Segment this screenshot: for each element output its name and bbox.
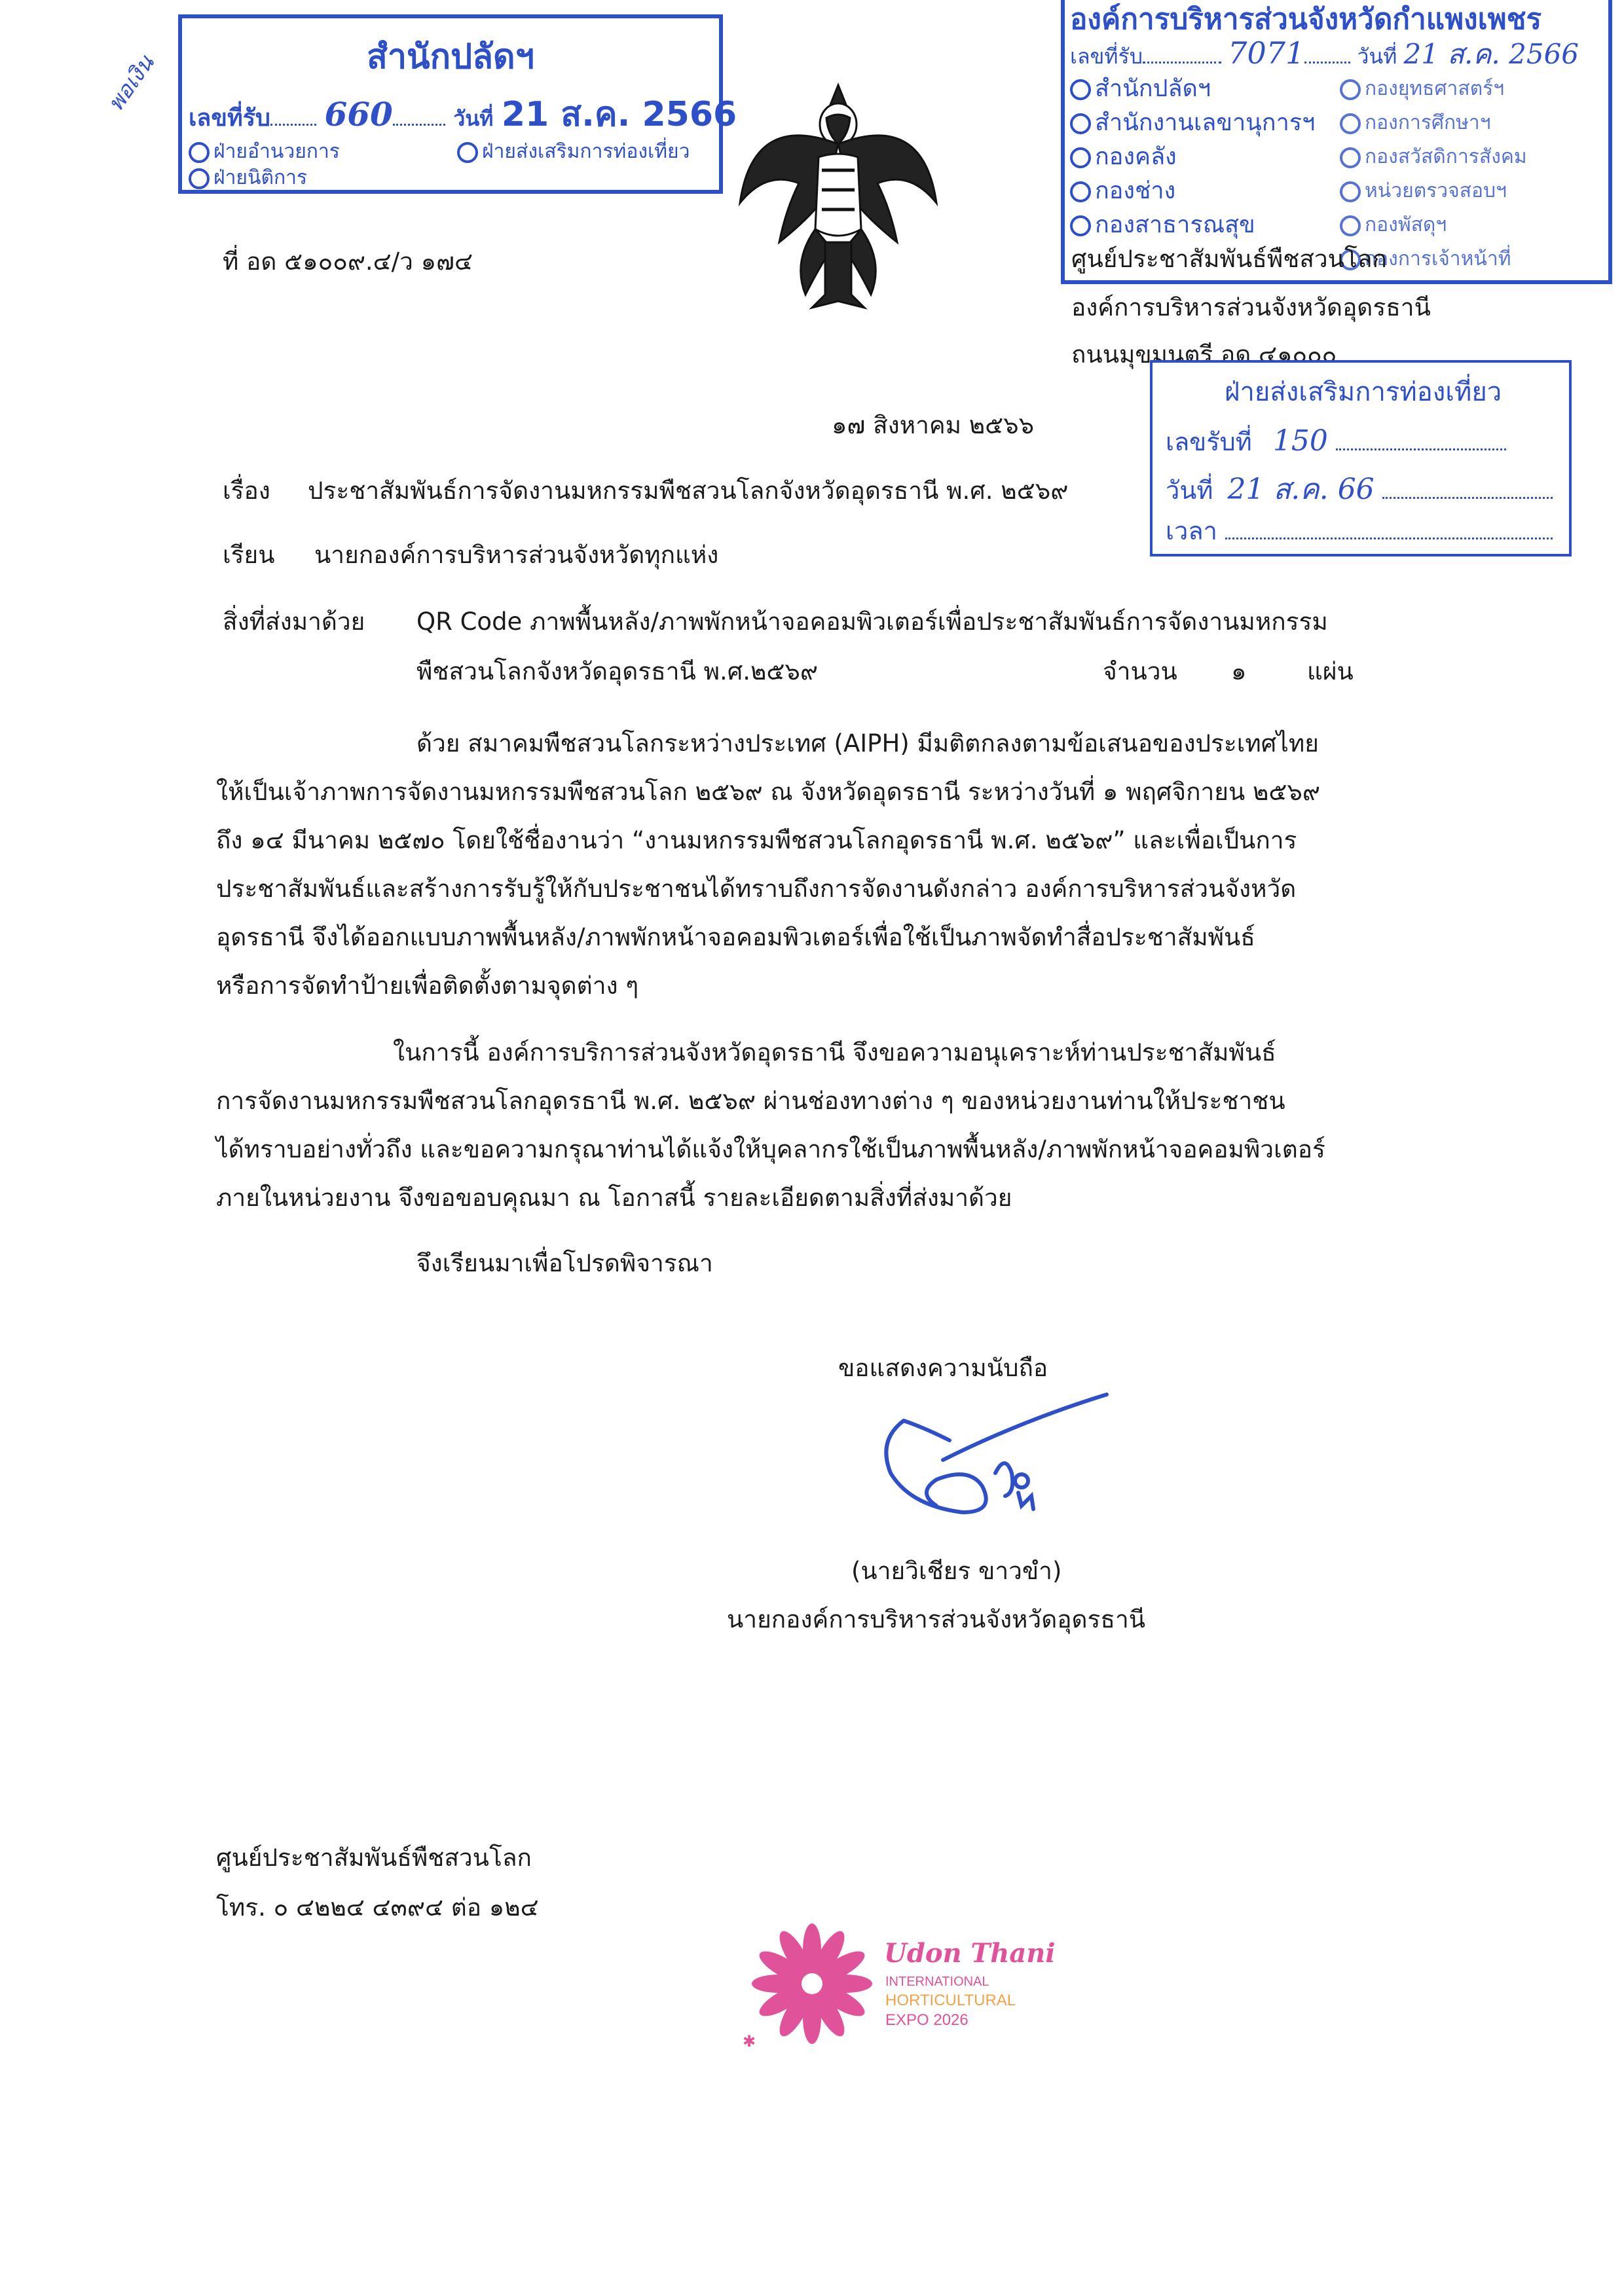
stamp-item: สำนักงานเลขานุการฯ <box>1095 109 1316 136</box>
checkbox-circle-icon <box>1070 79 1091 100</box>
recv-time-label: เวลา <box>1166 517 1217 545</box>
subject-label: เรื่อง <box>223 477 270 505</box>
stamp-option-tourism: ฝ่ายส่งเสริมการท่องเที่ยว <box>482 140 690 163</box>
stamp-item: กองคลัง <box>1095 143 1177 170</box>
checkbox-circle-icon <box>1070 181 1091 202</box>
stamp-title: ฝ่ายส่งเสริมการท่องเที่ยว <box>1225 377 1502 407</box>
checkbox-circle-icon <box>1340 79 1361 100</box>
checkbox-circle-icon <box>189 168 210 189</box>
logo-line-expo: EXPO 2026 <box>885 2011 969 2029</box>
stamp-item: กองพัสดุฯ <box>1365 213 1447 236</box>
checkbox-circle-icon <box>1340 215 1361 236</box>
receiving-stamp-tourism <box>1150 360 1572 556</box>
paragraph-1-line: ประชาสัมพันธ์และสร้างการรับรู้ให้กับประชาชนได้ทราบถึงการจัดงานดังกล่าว องค์การบริหารส่วนจังหวัด <box>216 875 1297 903</box>
stamp-option-admin: ฝ่ายอำนวยการ <box>213 140 340 163</box>
stamp-item: กองสวัสดิการสังคม <box>1365 145 1527 168</box>
paragraph-1-line: ด้วย สมาคมพืชสวนโลกระหว่างประเทศ (AIPH) มีมติตกลงตามข้อเสนอของประเทศไทย <box>416 729 1319 757</box>
handwritten-signature <box>864 1381 1126 1539</box>
salutation-label: เรียน <box>223 541 275 569</box>
recv-date-value: 21 ส.ค. 66 <box>1227 473 1375 506</box>
sender-address: ถนนมุขมนตรี อด ๔๑๐๐๐ <box>1071 340 1337 369</box>
enclosure-line-2: พืชสวนโลกจังหวัดอุดรธานี พ.ศ.๒๕๖๙ <box>416 657 818 685</box>
checkbox-circle-icon <box>1070 215 1091 236</box>
enclosure-unit: แผ่น <box>1307 657 1354 685</box>
letter-date: ๑๗ สิงหาคม ๒๕๖๖ <box>832 411 1035 439</box>
recv-no-label: เลขที่รับ <box>1070 44 1143 69</box>
closing-phrase: ขอแสดงความนับถือ <box>838 1354 1048 1382</box>
stamp-right-title: องค์การบริหารส่วนจังหวัดกำแพงเพชร <box>1070 3 1542 36</box>
closing-request: จึงเรียนมาเพื่อโปรดพิจารณา <box>416 1249 713 1277</box>
recv-date-label: วันที่ <box>1166 476 1213 505</box>
recv-date-value: 21 ส.ค. 2566 <box>1403 38 1579 70</box>
subject-text: ประชาสัมพันธ์การจัดงานมหกรรมพืชสวนโลกจังหวัดอุดรธานี พ.ศ. ๒๕๖๙ <box>308 477 1069 505</box>
signer-name: (นายวิเชียร ขาวขำ) <box>851 1557 1062 1585</box>
footer-telephone: โทร. ๐ ๔๒๒๔ ๔๓๙๔ ต่อ ๑๒๔ <box>216 1893 539 1922</box>
signer-title: นายกองค์การบริหารส่วนจังหวัดอุดรธานี <box>727 1605 1146 1633</box>
checkbox-circle-icon <box>189 142 210 163</box>
stamp-item: กองการศึกษาฯ <box>1365 111 1491 134</box>
receiving-stamp-right <box>1061 0 1612 284</box>
recv-date-label: วันที่ <box>1357 44 1397 69</box>
stamp-item: กองสาธารณสุข <box>1095 211 1255 238</box>
garuda-emblem-icon <box>727 72 950 314</box>
paragraph-1-line: หรือการจัดทำป้ายเพื่อติดตั้งตามจุดต่าง ๆ <box>216 972 639 1000</box>
lotus-flower-icon <box>743 1918 877 2050</box>
stamp-item: สำนักปลัดฯ <box>1095 75 1211 102</box>
stamp-option-legal: ฝ่ายนิติการ <box>213 166 308 189</box>
checkbox-circle-icon <box>1070 147 1091 168</box>
logo-script-text: Udon Thani <box>884 1938 1056 1969</box>
stamp-item: กองยุทธศาสตร์ฯ <box>1365 77 1505 100</box>
sender-name: ศูนย์ประชาสัมพันธ์พืชสวนโลก <box>1071 245 1387 273</box>
recv-no-value: 7071 <box>1228 35 1305 71</box>
paragraph-2-line: การจัดงานมหกรรมพืชสวนโลกอุดรธานี พ.ศ. ๒๕๖๙ ผ่านช่องทางต่าง ๆ ของหน่วยงานท่านให้ประชาชน <box>216 1087 1285 1115</box>
footer-department: ศูนย์ประชาสัมพันธ์พืชสวนโลก <box>216 1844 532 1872</box>
recv-no-value: 150 <box>1272 424 1328 458</box>
recv-date-value: 21 ส.ค. 2566 <box>501 95 737 134</box>
checkbox-circle-icon <box>1070 113 1091 134</box>
enclosure-quantity-label: จำนวน <box>1103 657 1177 685</box>
salutation-recipient: นายกองค์การบริหารส่วนจังหวัดทุกแห่ง <box>314 541 719 569</box>
checkbox-circle-icon <box>1340 147 1361 168</box>
svg-text:✱: ✱ <box>743 2032 756 2050</box>
expo-logo <box>740 1912 1080 2056</box>
recv-date-label: วันที่ <box>453 106 494 131</box>
paragraph-1-line: ให้เป็นเจ้าภาพการจัดงานมหกรรมพืชสวนโลก ๒๕๖๙ ณ จังหวัดอุดรธานี ระหว่างวันที่ ๑ พฤศจิกายน ๒๕๖๙ <box>216 778 1320 806</box>
recv-no-value: 660 <box>324 95 393 134</box>
recv-no-label: เลขที่รับ <box>189 105 270 132</box>
sender-organization: องค์การบริหารส่วนจังหวัดอุดรธานี <box>1071 293 1431 321</box>
paragraph-1-line: ถึง ๑๔ มีนาคม ๒๕๗๐ โดยใช้ชื่องานว่า “งานมหกรรมพืชสวนโลกอุดรธานี พ.ศ. ๒๕๖๙” และเพื่อเป็นการ <box>216 826 1297 854</box>
enclosure-label: สิ่งที่ส่งมาด้วย <box>223 608 365 636</box>
logo-line-horticultural: HORTICULTURAL <box>885 1992 1016 2009</box>
margin-handwritten-note: พอเงิน <box>102 50 160 117</box>
paragraph-2-line: ภายในหน่วยงาน จึงขอขอบคุณมา ณ โอกาสนี้ รายละเอียดตามสิ่งที่ส่งมาด้วย <box>216 1184 1012 1212</box>
stamp-item: กองการเจ้าหน้าที่ <box>1365 247 1511 270</box>
stamp-title: สำนักปลัดฯ <box>367 37 534 77</box>
checkbox-circle-icon <box>457 142 478 163</box>
stamp-item: กองช่าง <box>1095 177 1176 204</box>
paragraph-2-line: ได้ทราบอย่างทั่วถึง และขอความกรุณาท่านได้แจ้งให้บุคลากรใช้เป็นภาพพื้นหลัง/ภาพพักหน้าจอคอมพิวเตอร์ <box>216 1135 1325 1163</box>
paragraph-1-line: อุดรธานี จึงได้ออกแบบภาพพื้นหลัง/ภาพพักหน้าจอคอมพิวเตอร์เพื่อใช้เป็นภาพจัดทำสื่อประชาสัมพันธ์ <box>216 923 1255 951</box>
reference-number: ที่ อด ๕๑๐๐๙.๔/ว ๑๗๔ <box>223 247 473 276</box>
paragraph-2-line: ในการนี้ องค์การบริการส่วนจังหวัดอุดรธานี จึงขอความอนุเคราะห์ท่านประชาสัมพันธ์ <box>393 1038 1276 1066</box>
logo-line-international: INTERNATIONAL <box>885 1975 989 1989</box>
receiving-stamp-left <box>178 14 737 194</box>
enclosure-line-1: QR Code ภาพพื้นหลัง/ภาพพักหน้าจอคอมพิวเตอร์เพื่อประชาสัมพันธ์การจัดงานมหกรรม <box>416 608 1328 636</box>
recv-no-label: เลขรับที่ <box>1166 428 1252 456</box>
enclosure-quantity: ๑ <box>1231 657 1247 685</box>
checkbox-circle-icon <box>1340 113 1361 134</box>
checkbox-circle-icon <box>1340 181 1361 202</box>
stamp-item: หน่วยตรวจสอบฯ <box>1365 179 1507 202</box>
